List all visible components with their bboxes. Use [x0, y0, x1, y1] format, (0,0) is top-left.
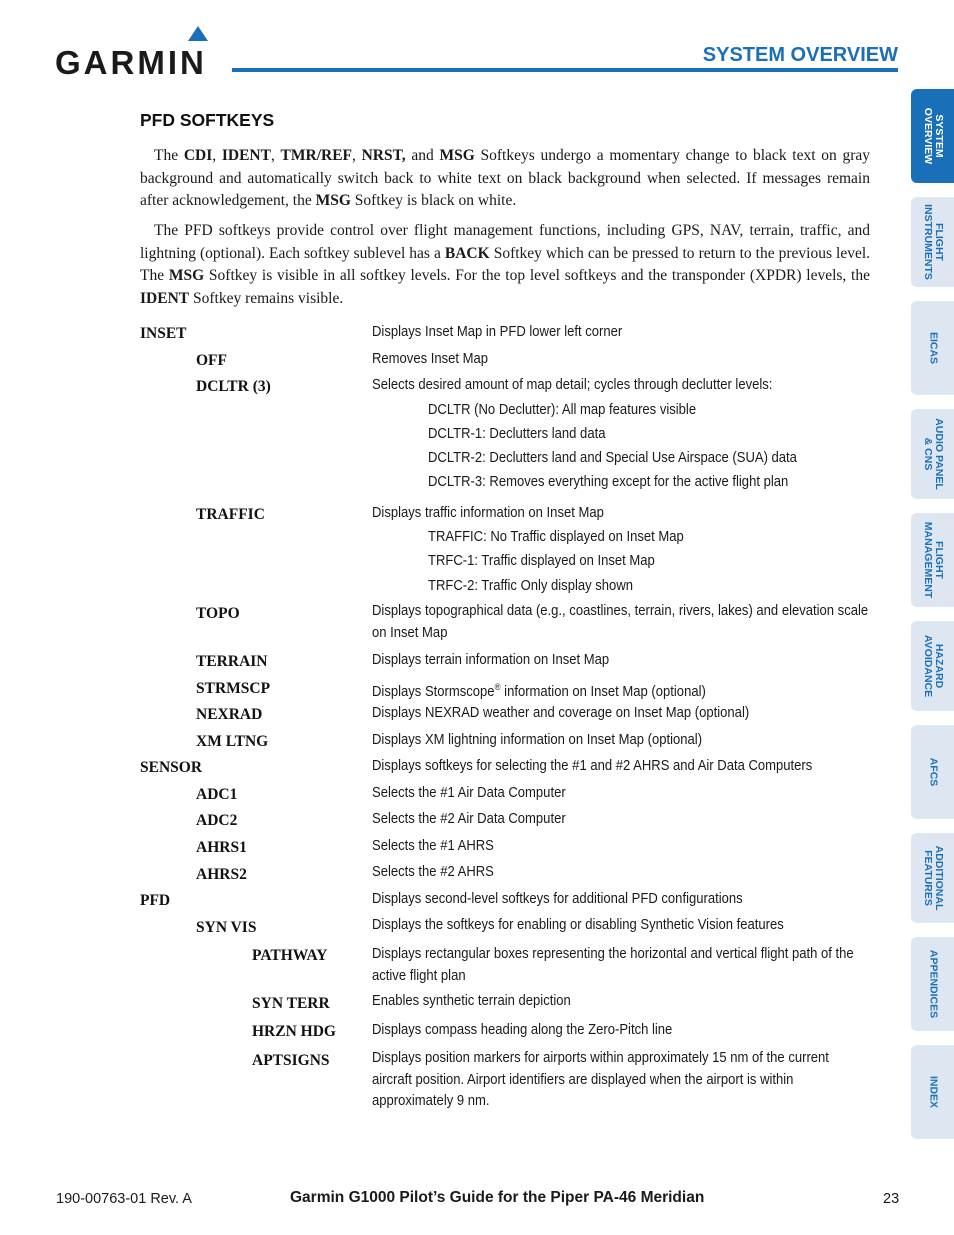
softkey-ahrs2-desc: Selects the #2 AHRS [372, 864, 494, 880]
para1-key: TMR/REF [280, 147, 353, 164]
softkey-syn-terr-desc: Enables synthetic terrain depiction [372, 993, 571, 1009]
document-title: Garmin G1000 Pilot’s Guide for the Piper PA-46 Meridian [290, 1189, 705, 1206]
softkey-dcltr-desc: Selects desired amount of map detail; cycles through declutter levels: [372, 377, 773, 393]
softkey-xm-ltng-desc: Displays XM lightning information on Inset Map (optional) [372, 732, 703, 748]
softkey-ahrs2: AHRS2 [196, 866, 247, 883]
softkey-pfd: PFD [140, 892, 171, 909]
strmscp-desc-a: Displays Stormscope [372, 683, 495, 700]
para1-key: MSG [315, 192, 351, 209]
tab-additional-features[interactable] [911, 833, 954, 923]
softkey-traffic-desc: Displays traffic information on Inset Map [372, 505, 604, 521]
softkey-terrain: TERRAIN [196, 653, 268, 670]
paragraph-2 [140, 220, 870, 310]
tab-hazard-avoidance[interactable] [911, 621, 954, 711]
softkey-off: OFF [196, 352, 227, 369]
softkey-nexrad: NEXRAD [196, 706, 263, 723]
softkey-off-desc: Removes Inset Map [372, 351, 489, 367]
softkey-sensor: SENSOR [140, 759, 203, 776]
tab-label: ADDITIONAL FEATURES [921, 845, 945, 911]
dcltr-level: DCLTR-1: Declutters land data [428, 426, 606, 442]
softkey-dcltr: DCLTR (3) [196, 378, 271, 395]
para1-text: Softkey is black on white. [350, 192, 517, 209]
tab-label: SYSTEM OVERVIEW [921, 107, 945, 165]
page-number: 23 [883, 1191, 900, 1207]
traffic-level: TRFC-2: Traffic Only display shown [428, 578, 634, 594]
softkey-pathway-desc: Displays rectangular boxes representing the horizontal and vertical flight path of the active flight plan [372, 946, 854, 984]
logo-text: GARMIN [55, 44, 207, 81]
softkey-aptsigns: APTSIGNS [252, 1052, 330, 1069]
tab-eicas[interactable] [911, 301, 954, 395]
tab-label: FLIGHT INSTRUMENTS [921, 204, 945, 280]
logo-triangle-icon [188, 26, 208, 41]
traffic-level: TRAFFIC: No Traffic displayed on Inset Map [428, 529, 684, 545]
tab-appendices[interactable] [911, 937, 954, 1031]
softkey-strmscp: STRMSCP [196, 680, 271, 697]
para1-key: IDENT [221, 147, 271, 164]
header-rule [232, 68, 898, 72]
dcltr-level: DCLTR-3: Removes everything except for the active flight plan [428, 474, 789, 490]
dcltr-level: DCLTR (No Declutter): All map features visible [428, 402, 697, 418]
traffic-level: TRFC-1: Traffic displayed on Inset Map [428, 553, 655, 569]
softkey-hrzn-hdg: HRZN HDG [252, 1023, 336, 1040]
registered-mark: ® [494, 682, 501, 692]
softkey-topo-desc: Displays topographical data (e.g., coastlines, terrain, rivers, lakes) and elevation scale on Inset Map [372, 603, 869, 641]
softkey-aptsigns-desc: Displays position markers for airports within approximately 15 nm of the current aircraft position. Airport identifiers are displayed when the airport is within approximately 9 nm. [372, 1050, 829, 1109]
document-number: 190-00763-01 Rev. A [56, 1191, 192, 1207]
section-title: SYSTEM OVERVIEW [702, 44, 898, 66]
softkey-adc1: ADC1 [196, 786, 238, 803]
tab-flight-instruments[interactable] [911, 197, 954, 287]
para1-text: and [405, 147, 440, 164]
para1-text: , [270, 147, 281, 164]
softkey-hrzn-hdg-desc: Displays compass heading along the Zero-Pitch line [372, 1022, 673, 1038]
softkey-inset-desc: Displays Inset Map in PFD lower left corner [372, 324, 623, 340]
softkey-syn-terr: SYN TERR [252, 995, 330, 1012]
dcltr-level: DCLTR-2: Declutters land and Special Use Airspace (SUA) data [428, 450, 797, 466]
para2-key: MSG [168, 267, 205, 284]
softkey-sensor-desc: Displays softkeys for selecting the #1 and #2 AHRS and Air Data Computers [372, 758, 813, 774]
softkey-pfd-desc: Displays second-level softkeys for additional PFD configurations [372, 891, 743, 907]
softkey-xm-ltng: XM LTNG [196, 733, 269, 750]
para1-text: , [212, 147, 222, 164]
softkey-ahrs1: AHRS1 [196, 839, 247, 856]
para1-text: The [154, 147, 184, 164]
strmscp-desc-b: information on Inset Map (optional) [500, 683, 706, 700]
para2-text: Softkey is visible in all softkey levels. For the top level softkeys and the transponder (XPDR) levels, the [204, 267, 870, 284]
tab-afcs[interactable] [911, 725, 954, 819]
tab-label: AUDIO PANEL & CNS [921, 418, 945, 490]
softkey-traffic: TRAFFIC [196, 506, 265, 523]
garmin-logo [55, 26, 220, 81]
softkey-adc2: ADC2 [196, 812, 238, 829]
softkey-pathway: PATHWAY [252, 947, 328, 964]
para1-key: CDI [183, 147, 213, 164]
softkey-terrain-desc: Displays terrain information on Inset Map [372, 652, 610, 668]
para1-text: Softkeys undergo a momentary change to black text on gray background and automatically switch back to white text on black background when selected. If messages remain after acknowledgement, the [140, 147, 870, 209]
softkey-inset: INSET [140, 325, 187, 342]
para2-text: Softkey which can be pressed to return to the previous level. The [140, 244, 871, 284]
tab-label: APPENDICES [927, 949, 939, 1019]
softkey-syn-vis-desc: Displays the softkeys for enabling or disabling Synthetic Vision features [372, 917, 784, 933]
para1-key: NRST, [361, 147, 406, 164]
tab-index[interactable] [911, 1045, 954, 1139]
paragraph-1 [140, 145, 870, 213]
softkey-syn-vis: SYN VIS [196, 919, 257, 936]
para1-key: MSG [439, 147, 475, 164]
softkey-topo: TOPO [196, 605, 240, 622]
tab-label: AFCS [927, 757, 939, 787]
softkey-ahrs1-desc: Selects the #1 AHRS [372, 838, 494, 854]
tab-label: HAZARD AVOIDANCE [921, 634, 945, 698]
softkey-adc2-desc: Selects the #2 Air Data Computer [372, 811, 566, 827]
tab-label: INDEX [927, 1075, 939, 1109]
softkey-strmscp-desc [372, 677, 872, 703]
tab-system-overview[interactable] [911, 89, 954, 183]
para2-key: BACK [444, 244, 490, 262]
softkey-adc1-desc: Selects the #1 Air Data Computer [372, 785, 566, 801]
para2-text: Softkey remains visible. [189, 289, 344, 307]
softkey-nexrad-desc: Displays NEXRAD weather and coverage on Inset Map (optional) [372, 705, 750, 721]
para1-text: , [352, 147, 362, 164]
page-heading: PFD SOFTKEYS [140, 110, 275, 130]
tab-label: FLIGHT MANAGEMENT [921, 521, 945, 599]
tab-label: EICAS [927, 331, 939, 365]
para2-key: IDENT [140, 289, 190, 307]
para2-text: The PFD softkeys provide control over flight management functions, including GPS, NAV, terrain, traffic, and lightning (optional). Each softkey sublevel has a [140, 222, 870, 262]
